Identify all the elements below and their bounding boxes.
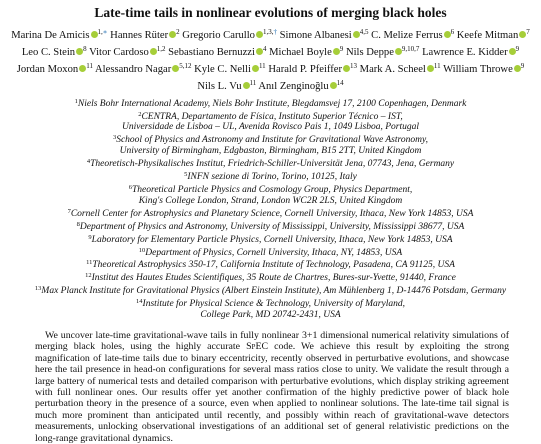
author-name: Simone Albanesi xyxy=(279,30,352,41)
affiliation xyxy=(10,133,531,157)
author xyxy=(422,44,520,58)
author-affiliation-number: 11 xyxy=(433,61,441,70)
affiliation-number: 2 xyxy=(138,110,142,118)
author-affiliation-number: 1, xyxy=(97,28,103,36)
affiliation-text: Theoretisch-Physikalisches Institut, Friedrich-Schiller-Universität Jena, 07743, Jena, Germany xyxy=(90,159,455,170)
affiliation-number: 4 xyxy=(86,158,91,166)
affiliation-number: 5 xyxy=(184,171,188,179)
author-name: Anıl Zenginoğlu xyxy=(258,80,329,92)
author-footnote-mark[interactable]: ∗ xyxy=(102,28,108,36)
abstract-text-after: code. We achieve this result by exploiting the strong magnification of late-time tails due to binary eccentricity, recently observed in perturbative evolutions, and showcase here the tail presence in head-on configurations for several mass ratios close to unity. We validate the result through a large battery of numerical tests and detailed comparison with perturbative evolutions, which display striking agreement with full nonlinear ones. Our results offer yet another confirmation of the highly predictive power of black hole perturbation theory in the presence of a source, even when applied to nonlinear solutions. The late-time tail signal is much more prominent than anticipated until recently, and possibly within reach of gravitational-wave detectors measurements, unlocking observational investigations of an additional set of general relativistic predictions on the long-range gravitational dynamics. xyxy=(35,341,510,444)
author-name: Keefe Mitman xyxy=(456,30,519,41)
affiliation-text: Institut des Hautes Etudes Scientifiques, 35 Route de Chartres, Bures-sur-Yvette, 91440, France xyxy=(91,273,456,284)
affiliation-text: College Park, MD 20742-2431, USA xyxy=(200,310,341,321)
author-name: Lawrence E. Kidder xyxy=(422,46,508,58)
affiliation xyxy=(10,97,531,110)
affiliation-number: 14 xyxy=(136,298,143,306)
author-footnote-mark[interactable]: † xyxy=(273,28,277,36)
affiliation-text: King's College London, Strand, London WC2R 2LS, United Kingdom xyxy=(138,195,403,206)
author-affiliation-number: 11 xyxy=(258,61,266,70)
author xyxy=(168,44,267,58)
affiliation-number: 7 xyxy=(67,207,71,215)
author-name: Nils Deppe xyxy=(345,46,394,58)
author-affiliation-number: 14 xyxy=(336,78,344,87)
affiliation-number: 9 xyxy=(88,233,92,241)
abstract-code-name: SpEC xyxy=(246,341,269,353)
affiliation-text: Department of Physics and Astronomy, University of Mississippi, University, Mississippi 38677, USA xyxy=(79,221,465,232)
affiliation-text: CENTRA, Departamento de Física, Instituto Superior Técnico – IST, xyxy=(141,111,403,122)
author xyxy=(110,30,179,41)
affiliation-number: 12 xyxy=(85,272,92,280)
affiliation xyxy=(10,110,531,134)
author xyxy=(194,61,266,75)
author-name: Jordan Moxon xyxy=(16,63,79,75)
affiliation-number: 3 xyxy=(112,134,117,142)
affiliation xyxy=(10,157,531,170)
author-affiliation-number: 9 xyxy=(515,44,520,53)
orcid-icon[interactable] xyxy=(353,31,360,38)
author-affiliation-number: 4,5 xyxy=(359,28,369,36)
affiliation xyxy=(10,297,531,321)
paper-title: Late-time tails in nonlinear evolutions of merging black holes xyxy=(94,5,447,20)
orcid-icon[interactable] xyxy=(395,48,402,55)
author xyxy=(182,30,277,41)
author-name: Sebastiano Bernuzzi xyxy=(168,46,255,58)
affiliation-text: INFN sezione di Torino, Torino, 10125, Italy xyxy=(187,172,357,183)
author-name: Vitor Cardoso xyxy=(89,46,149,58)
affiliation xyxy=(10,220,531,233)
affiliation-number: 13 xyxy=(34,285,42,293)
author-affiliation-number: 9 xyxy=(339,44,344,53)
author-name: Hannes Rüter xyxy=(110,30,169,41)
affiliation xyxy=(10,258,531,271)
author xyxy=(16,61,93,75)
author-name: Mark A. Scheel xyxy=(359,63,426,75)
author-name: Marina De Amicis xyxy=(11,30,90,41)
author xyxy=(197,78,257,92)
affiliation xyxy=(10,233,531,246)
orcid-icon[interactable] xyxy=(150,48,157,55)
affiliation xyxy=(10,284,531,297)
author xyxy=(443,61,525,75)
author xyxy=(95,61,192,75)
author-affiliation-number: 2 xyxy=(176,28,180,36)
affiliation xyxy=(10,246,531,259)
author xyxy=(268,61,357,75)
orcid-icon[interactable] xyxy=(256,48,263,55)
orcid-icon[interactable] xyxy=(343,65,350,72)
author xyxy=(280,30,369,41)
author-affiliation-number: 4 xyxy=(262,44,267,53)
affiliation-text: Laboratory for Elementary Particle Physics, Cornell University, Ithaca, New York 14853, USA xyxy=(91,234,453,245)
affiliation-number: 10 xyxy=(138,246,146,254)
author xyxy=(457,30,530,41)
author-affiliation-number: 7 xyxy=(526,28,530,36)
author xyxy=(258,78,344,92)
affiliation xyxy=(10,271,531,284)
orcid-icon[interactable] xyxy=(243,82,250,89)
affiliation-text: Institute for Physical Science & Technology, University of Maryland, xyxy=(142,299,405,310)
author-affiliation-number: 9 xyxy=(520,61,525,70)
affiliation-number: 1 xyxy=(74,97,78,105)
affiliation xyxy=(10,183,531,207)
author-affiliation-number: 11 xyxy=(86,61,93,70)
author-name: C. Melize Ferrus xyxy=(371,30,443,41)
affiliation-number: 11 xyxy=(86,259,93,267)
author-name: Kyle C. Nelli xyxy=(194,63,251,75)
author xyxy=(89,44,166,58)
author-name: Michael Boyle xyxy=(269,46,332,58)
affiliation-text: Niels Bohr International Academy, Niels Bohr Institute, Blegdamsvej 17, 2100 Copenhagen, Denmark xyxy=(77,98,467,109)
orcid-icon[interactable] xyxy=(444,31,451,38)
affiliation-text: University of Birmingham, Edgbaston, Birmingham, B15 2TT, United Kingdom xyxy=(119,146,422,157)
author-affiliation-number: 11 xyxy=(249,78,257,87)
author-name: William Throwe xyxy=(443,63,513,75)
author-affiliation-number: 1,2 xyxy=(156,44,166,53)
author-list xyxy=(10,26,531,94)
orcid-icon[interactable] xyxy=(514,65,521,72)
author-affiliation-number: 13 xyxy=(350,61,357,70)
author xyxy=(269,44,344,58)
abstract-text-before: We uncover late-time gravitational-wave tails in fully nonlinear 3+1 dimensional numerical relativity simulations of merging black holes, using the highly accurate xyxy=(35,329,509,353)
author-name: Harald P. Pfeiffer xyxy=(268,63,342,75)
affiliation-text: Theoretical Astrophysics 350-17, California Institute of Technology, Pasadena, CA 91125, USA xyxy=(92,260,455,271)
author-affiliation-number: 5,12 xyxy=(179,61,192,70)
author-affiliation-number: 8 xyxy=(83,44,87,53)
affiliation-number: 8 xyxy=(76,220,80,228)
author xyxy=(359,61,441,75)
author xyxy=(11,30,107,41)
affiliation-text: Cornell Center for Astrophysics and Planetary Science, Cornell University, Ithaca, New York 14853, USA xyxy=(70,208,474,219)
author-affiliation-number: 6 xyxy=(450,28,455,36)
affiliation xyxy=(10,170,531,183)
author-affiliation-number: 1,3, xyxy=(262,28,274,36)
author-name: Gregorio Carullo xyxy=(182,30,255,41)
author xyxy=(345,44,420,58)
author-name: Alessandro Nagar xyxy=(95,63,172,75)
affiliation xyxy=(10,207,531,220)
author xyxy=(371,30,454,41)
author-affiliation-number: 9,10,7 xyxy=(401,44,420,53)
affiliation-text: Universidade de Lisboa – UL, Avenida Rovisco Pais 1, 1049 Lisboa, Portugal xyxy=(122,122,419,133)
affiliation-text: Theoretical Particle Physics and Cosmology Group, Physics Department, xyxy=(131,184,413,195)
author-name: Leo C. Stein xyxy=(21,46,76,58)
orcid-icon[interactable] xyxy=(333,48,340,55)
author-name: Nils L. Vu xyxy=(197,80,242,92)
orcid-icon[interactable] xyxy=(252,65,259,72)
affiliation-number: 6 xyxy=(128,183,132,191)
orcid-icon[interactable] xyxy=(509,48,516,55)
affiliation-list xyxy=(10,97,531,321)
affiliation-text: School of Physics and Astronomy and Institute for Gravitational Wave Astronomy, xyxy=(116,135,429,146)
orcid-icon[interactable] xyxy=(427,65,434,72)
author xyxy=(21,44,87,58)
affiliation-text: Department of Physics, Cornell University, Ithaca, NY, 14853, USA xyxy=(145,247,403,258)
abstract xyxy=(35,330,509,444)
affiliation-text: Max Planck Institute for Gravitational Physics (Albert Einstein Institute), Am Mühlenberg 1, D-14476 Potsdam, Germany xyxy=(41,286,507,297)
orcid-icon[interactable] xyxy=(330,82,337,89)
orcid-icon[interactable] xyxy=(91,31,98,38)
orcid-icon[interactable] xyxy=(256,31,263,38)
